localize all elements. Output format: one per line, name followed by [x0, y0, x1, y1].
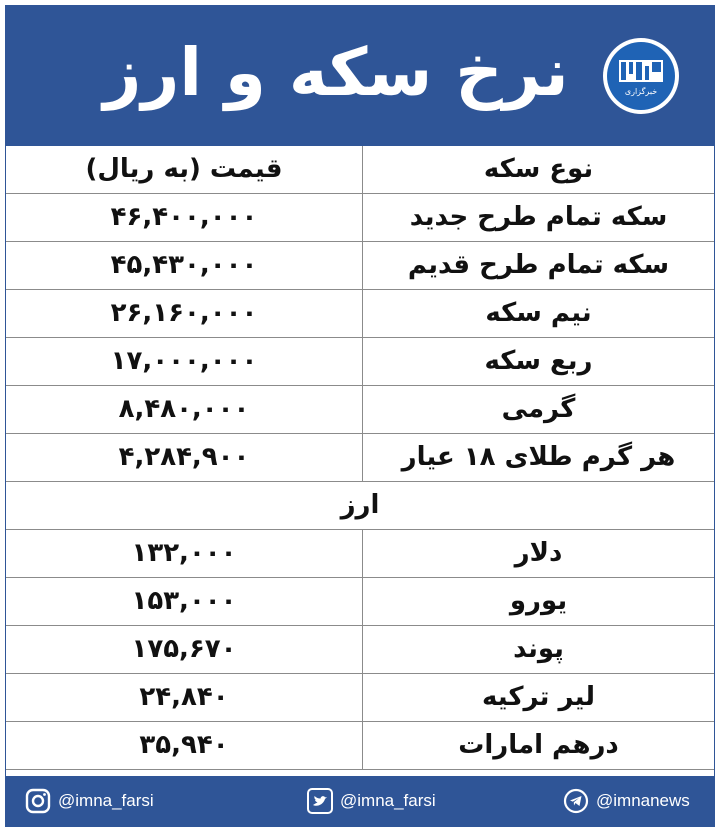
instagram-link[interactable]	[24, 786, 154, 816]
imna-logo-icon	[611, 54, 671, 98]
table-row	[6, 578, 714, 626]
table-row	[6, 242, 714, 290]
table-row	[6, 626, 714, 674]
twitter-link[interactable]	[306, 786, 436, 816]
telegram-icon	[562, 787, 590, 815]
table-row	[6, 290, 714, 338]
table-row	[6, 194, 714, 242]
logo-subtext: خبرگزاری	[624, 87, 658, 96]
currency-price: ۱۵۳,۰۰۰	[131, 586, 237, 616]
currency-price: ۳۵,۹۴۰	[139, 730, 229, 760]
item-price: ۴۵,۴۳۰,۰۰۰	[110, 250, 258, 280]
item-price: ۴,۲۸۴,۹۰۰	[118, 442, 250, 472]
header-banner	[6, 6, 714, 146]
imna-logo	[603, 38, 679, 114]
item-price: ۱۷,۰۰۰,۰۰۰	[110, 346, 258, 376]
imna-logo-badge	[607, 42, 675, 110]
item-price: ۲۶,۱۶۰,۰۰۰	[110, 298, 258, 328]
currency-name: درهم امارات	[362, 722, 714, 769]
item-name: نیم سکه	[362, 290, 714, 337]
currency-name: دلار	[362, 530, 714, 577]
item-price: ۴۶,۴۰۰,۰۰۰	[110, 202, 258, 232]
twitter-icon	[306, 787, 334, 815]
table-header-row	[6, 146, 714, 194]
currency-name: لیر ترکیه	[362, 674, 714, 721]
item-name: سکه تمام طرح قدیم	[362, 242, 714, 289]
telegram-handle: @imnanews	[596, 791, 690, 810]
currency-price: ۱۳۲,۰۰۰	[131, 538, 237, 568]
table-row	[6, 338, 714, 386]
item-name: سکه تمام طرح جدید	[362, 194, 714, 241]
telegram-link[interactable]	[562, 786, 690, 816]
instagram-icon	[24, 787, 52, 815]
page-title: نرخ سکه و ارز	[103, 34, 569, 111]
currency-price: ۲۴,۸۴۰	[139, 682, 229, 712]
table-row	[6, 722, 714, 770]
social-footer	[6, 776, 714, 826]
column-header-name: نوع سکه	[362, 146, 714, 193]
twitter-handle: @imna_farsi	[340, 791, 436, 810]
table-row	[6, 434, 714, 482]
currency-section-header	[6, 482, 714, 530]
instagram-handle: @imna_farsi	[58, 791, 154, 810]
currency-price: ۱۷۵,۶۷۰	[131, 634, 237, 664]
price-table	[6, 146, 714, 770]
column-header-price: قیمت (به ریال)	[85, 154, 283, 184]
table-row	[6, 674, 714, 722]
item-name: ربع سکه	[362, 338, 714, 385]
section-title: ارز	[340, 490, 380, 520]
item-price: ۸,۴۸۰,۰۰۰	[118, 394, 250, 424]
item-name: هر گرم طلای ۱۸ عیار	[362, 434, 714, 481]
price-card	[5, 5, 715, 827]
currency-name: یورو	[362, 578, 714, 625]
currency-name: پوند	[362, 626, 714, 673]
table-row	[6, 530, 714, 578]
item-name: گرمی	[362, 386, 714, 433]
table-row	[6, 386, 714, 434]
